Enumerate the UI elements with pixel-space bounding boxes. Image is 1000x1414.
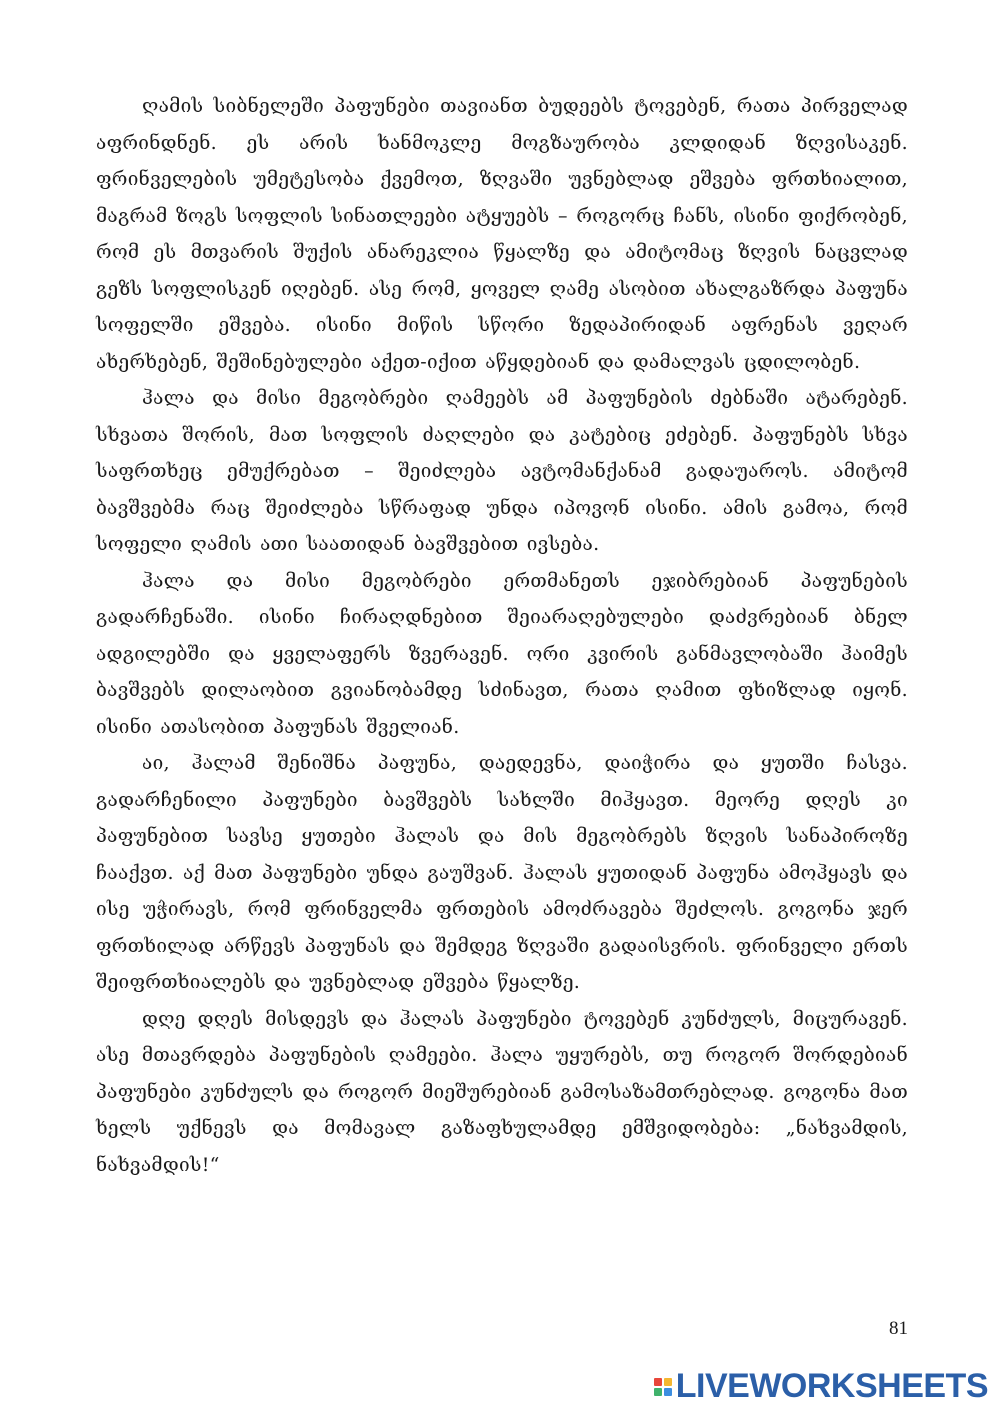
- document-body: [96, 88, 908, 1183]
- logo-square-4: [664, 1388, 672, 1396]
- page-number: 81: [889, 1318, 908, 1339]
- paragraph-5: დღე დღეს მისდევს და ჰალას პაფუნები ტოვებენ კუნძულს, მიცურავენ. ასე მთავრდება პაფუნების ღამეები. ჰალა უყურებს, თუ როგორ შორდებიან პაფუნები კუნძულს და როგორ მიეშურებიან გამოსაზამთრებლად. გოგონა მათ ხელს უქნევს და მომავალ გაზაფხულამდე ემშვიდობება: „ნახვამდის, ნახვამდის!“: [96, 1007, 908, 1176]
- logo-square-1: [654, 1378, 662, 1386]
- logo-square-3: [654, 1388, 662, 1396]
- paragraph-4: აი, ჰალამ შენიშნა პაფუნა, დაედევნა, დაიჭირა და ყუთში ჩასვა. გადარჩენილი პაფუნები ბავშვებს სახლში მიჰყავთ. მეორე დღეს კი პაფუნებით სავსე ყუთები ჰალას და მის მეგობრებს ზღვის სანაპიროზე ჩააქვთ. აქ მათ პაფუნები უნდა გაუშვან. ჰალას ყუთიდან პაფუნა ამოჰყავს და ისე უჭირავს, რომ ფრინველმა ფრთების ამოძრავება შეძლოს. გოგონა ჯერ ფრთხილად არწევს პაფუნას და შემდეგ ზღვაში გადაისვრის. ფრინველი ერთს შეიფრთხიალებს და უვნებლად ეშვება წყალზე.: [96, 752, 908, 993]
- paragraph-3: ჰალა და მისი მეგობრები ერთმანეთს ეჯიბრებიან პაფუნების გადარჩენაში. ისინი ჩირაღდნებით შეიარაღებულები დაძვრებიან ბნელ ადგილებში და ყველაფერს ზვერავენ. ორი კვირის განმავლობაში ჰაიმეს ბავშვებს დილაობით გვიანობამდე სძინავთ, რათა ღამით ფხიზლად იყონ. ისინი ათასობით პაფუნას შველიან.: [96, 569, 908, 738]
- paragraph-2: ჰალა და მისი მეგობრები ღამეებს ამ პაფუნების ძებნაში ატარებენ. სხვათა შორის, მათ სოფლის ძაღლები და კატებიც ეძებენ. პაფუნებს სხვა საფრთხეც ემუქრებათ – შეიძლება ავტომანქანამ გადაუაროს. ამიტომ ბავშვებმა რაც შეიძლება სწრაფად უნდა იპოვონ ისინი. ამის გამოა, რომ სოფელი ღამის ათი საათიდან ბავშვებით ივსება.: [96, 387, 908, 555]
- paragraph-1: ღამის სიბნელეში პაფუნები თავიანთ ბუდეებს ტოვებენ, რათა პირველად აფრინდნენ. ეს არის ხანმოკლე მოგზაურობა კლდიდან ზღვისაკენ. ფრინველების უმეტესობა ქვემოთ, ზღვაში უვნებლად ეშვება ფრთხიალით, მაგრამ ზოგს სოფლის სინათლეები ატყუებს – როგორც ჩანს, ისინი ფიქრობენ, რომ ეს მთვარის შუქის ანარეკლია წყალზე და ამიტომაც ზღვის ნაცვლად გეზს სოფლისკენ იღებენ. ასე რომ, ყოველ ღამე ასობით ახალგაზრდა პაფუნა სოფელში ეშვება. ისინი მიწის სწორი ზედაპირიდან აფრენას ვეღარ ახერხებენ, შეშინებულები აქეთ-იქით აწყდებიან და დამალვას ცდილობენ.: [96, 95, 908, 373]
- watermark-text: LIVEWORKSHEETS: [675, 1367, 988, 1405]
- liveworksheets-logo-icon: [654, 1378, 672, 1396]
- logo-square-2: [664, 1378, 672, 1386]
- liveworksheets-watermark[interactable]: [654, 1367, 988, 1406]
